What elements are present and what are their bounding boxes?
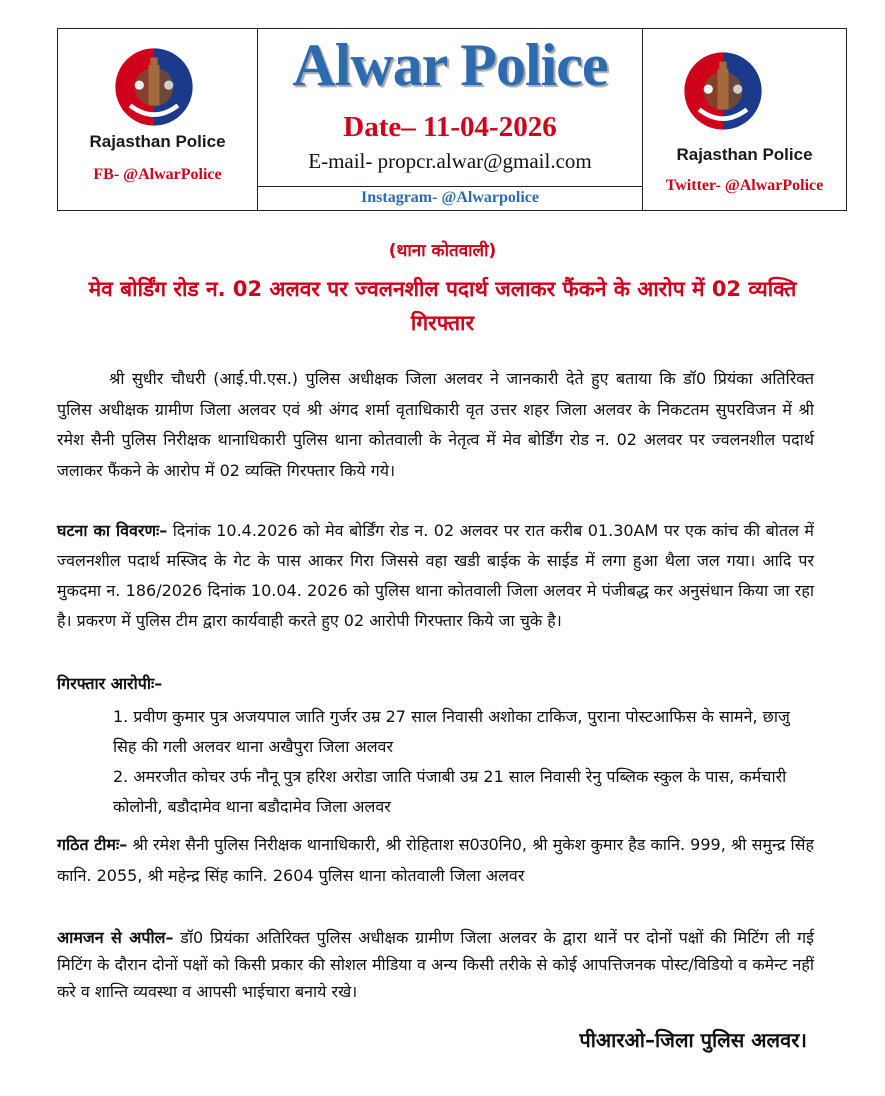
intro-paragraph: श्री सुधीर चौधरी (आई.पी.एस.) पुलिस अधीक्षक जिला अलवर ने जानकारी देते हुए बताया कि डॉ0 प्रियंका अतिरिक्त पुलिस अधीक्षक ग्रामीण जिला अलवर एवं श्री अंगद शर्मा वृताधिकारी वृत उत्तर शहर जिला अलवर के निकटतम सुपरविजन में श्री रमेश सैनी पुलिस निरीक्षक थानाधिकारी पुलिस थाना कोतवाली के नेतृत्व में मेव बोर्डिंग रोड न. 02 अलवर पर ज्वलनशील पदार्थ जलाकर फैंकने के आरोप में 02 व्यक्ति गिरफ्तार किये गये।	[57, 369, 814, 480]
header-middle-cell	[258, 29, 642, 210]
instagram-handle: Instagram- @Alwarpolice	[361, 189, 539, 206]
rajasthan-police-label: Rajasthan Police	[89, 132, 226, 151]
incident-label: घटना का विवरणः–	[57, 521, 168, 540]
rajasthan-police-emblem-icon	[108, 41, 200, 133]
list-item: 1. प्रवीण कुमार पुत्र अजयपाल जाति गुर्जर उम्र 27 साल निवासी अशोका टाकिज, पुराना पोस्टआफिस के सामने, छाजु सिह की गली अलवर थाना अखैपुरा जिला अलवर	[113, 707, 790, 756]
email-address: E-mail- propcr.alwar@gmail.com	[308, 149, 592, 173]
appeal-label: आमजन से अपील–	[57, 928, 174, 947]
team-label: गठित टीमः–	[57, 835, 128, 854]
header-left-cell	[58, 29, 258, 210]
team-text: श्री रमेश सैनी पुलिस निरीक्षक थानाधिकारी, श्री रोहिताश स0उ0नि0, श्री मुकेश कुमार हैड कानि. 999, श्री समुन्द्र सिंह कानि. 2055, श्री महेन्द्र सिंह कानि. 2604 पुलिस थाना कोतवाली जिला अलवर	[57, 835, 814, 885]
page-title: Alwar Police	[292, 32, 608, 98]
twitter-handle: Twitter- @AlwarPolice	[665, 177, 824, 194]
pro-signoff: पीआरओ–जिला पुलिस अलवर।	[579, 1028, 807, 1052]
appeal-text: डॉ0 प्रियंका अतिरिक्त पुलिस अधीक्षक ग्रामीण जिला अलवर के द्वारा थानें पर दोनों पक्षों की मिटिंग ली गई मिटिंग के दौरान दोनों पक्षों को किसी प्रकार की सोशल मीडिया व अन्य किसी तरीके से कोई आपत्तिजनक पोस्ट/विडियो व कमेन्ट नहीं करे व शान्ति व्यवस्था व आपसी भाईचारा बनाये रखे।	[57, 928, 814, 1001]
accused-heading: गिरफ्तार आरोपीः–	[57, 674, 163, 693]
list-item: 2. अमरजीत कोचर उर्फ नौनू पुत्र हरिश अरोडा जाति पंजाबी उम्र 21 साल निवासी रेनु पब्लिक स्कुल के पास, कर्मचारी कोलोनी, बडौदामेव थाना बडौदामेव जिला अलवर	[113, 767, 787, 816]
accused-list	[113, 702, 816, 822]
header-divider	[258, 186, 642, 187]
rajasthan-police-emblem-icon	[677, 45, 769, 137]
police-station-name: (थाना कोतवाली)	[388, 241, 497, 261]
press-release-date: Date– 11-04-2026	[343, 111, 557, 143]
incident-text: दिनांक 10.4.2026 को मेव बोर्डिंग रोड न. 02 अलवर पर रात करीब 01.30AM पर एक कांच की बोतल में ज्वलनशील पदार्थ मस्जिद के गेट के पास आकर गिरा जिससे वहा खडी बाईक के साईड में लगा हुआ थैला जल गया। आदि पर मुकदमा न. 186/2026 दिनांक 10.04. 2026 को पुलिस थाना कोतवाली जिला अलवर मे पंजीबद्ध कर अनुसंधान किया जा रहा है। प्रकरण में पुलिस टीम द्वारा कार्यवाही करते हुए 02 आरोपी गिरफ्तार किये जा चुके है।	[57, 521, 814, 630]
incident-paragraph	[57, 516, 814, 636]
news-headline: मेव बोर्डिंग रोड न. 02 अलवर पर ज्वलनशील पदार्थ जलाकर फैंकने के आरोप में 02 व्यक्ति गिरफ्तार	[88, 277, 797, 335]
rajasthan-police-label: Rajasthan Police	[676, 145, 813, 164]
header-table	[57, 28, 847, 211]
header-right-cell	[642, 29, 846, 210]
team-paragraph	[57, 830, 814, 891]
facebook-handle: FB- @AlwarPolice	[93, 166, 222, 183]
appeal-paragraph	[57, 924, 814, 1005]
